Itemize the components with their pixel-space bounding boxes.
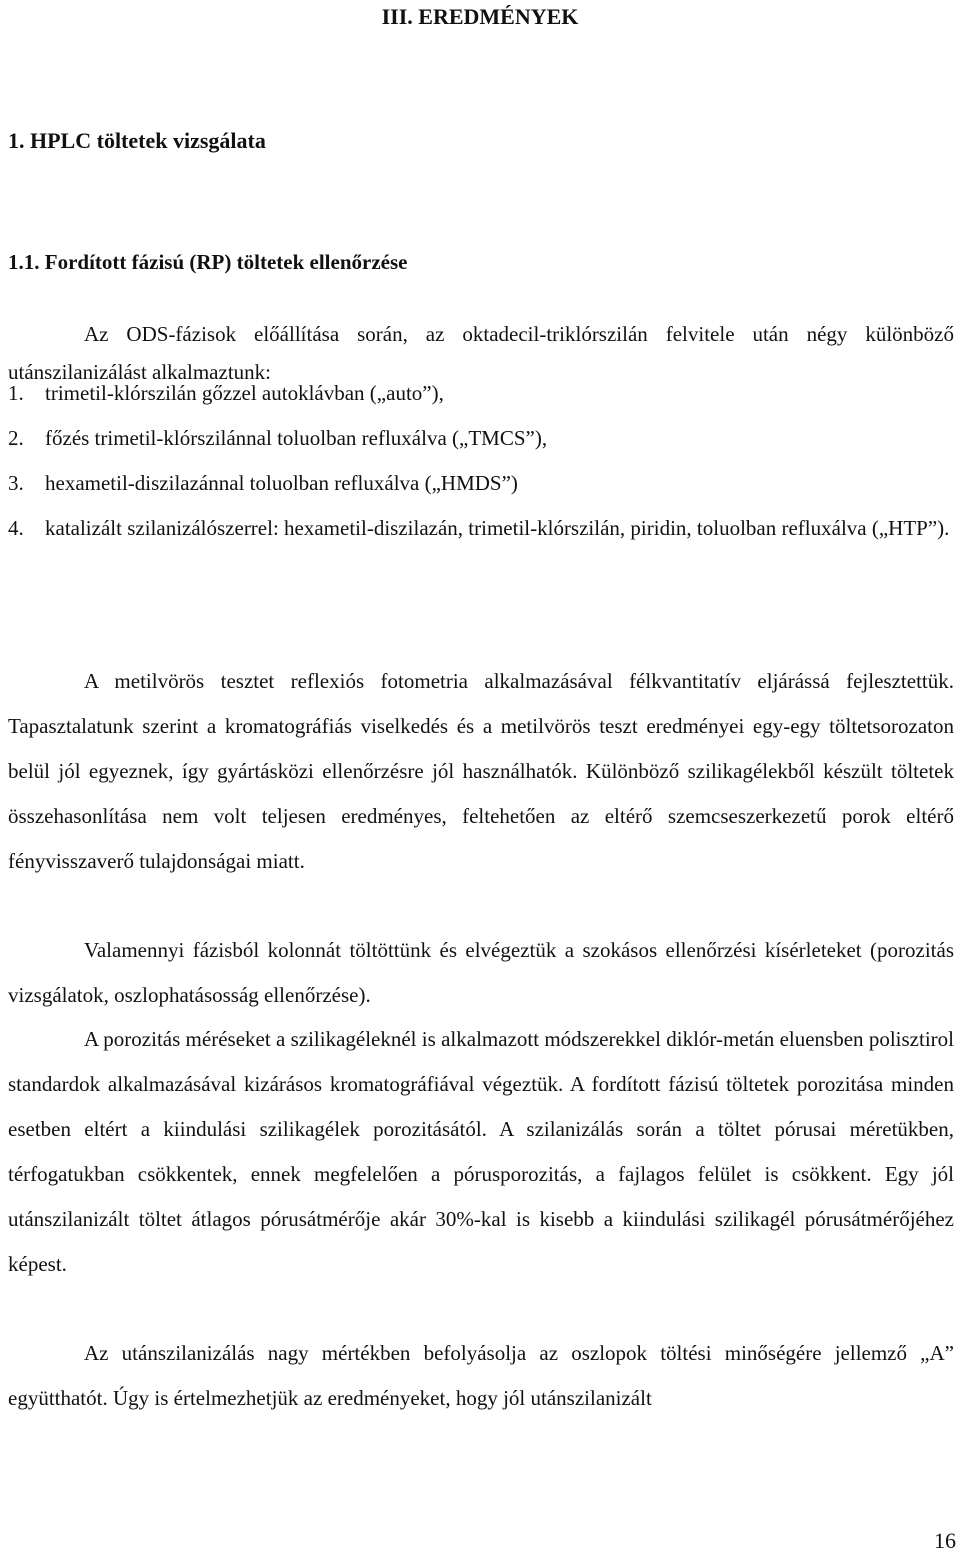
page-number: 16 — [934, 1528, 956, 1553]
coefficient-paragraph-text: Az utánszilanizálás nagy mértékben befolyásolja az oszlopok töltési minőségére jellemző „A” együtthatót. Úgy is értelmezhetjük az eredményeket, hogy jól utánszilanizált — [8, 1341, 954, 1410]
list-item-number: 1. — [8, 381, 24, 405]
chapter-heading: III. EREDMÉNYEK — [381, 4, 579, 29]
list-item — [8, 463, 954, 503]
list-item-text: trimetil-klórszilán gőzzel autoklávban („auto”), — [45, 381, 444, 405]
section-heading: 1. HPLC töltetek vizsgálata — [8, 128, 266, 153]
coefficient-paragraph — [8, 1331, 954, 1421]
list-item — [8, 418, 954, 458]
methyl-red-paragraph — [8, 659, 954, 884]
list-item — [8, 373, 954, 413]
porosity-paragraph-text: A porozitás méréseket a szilikagéleknél is alkalmazott módszerekkel diklór-metán eluensben polisztirol standardok alkalmazásával kizárásos kromatográfiával végeztük. A fordított fázisú töltetek porozitása minden esetben eltért a kiindulási szilikagélek porozitásától. A szilanizálás során a töltet pórusai méretükben, térfogatukban csökkentek, ennek megfelelően a pórusporozitás, a fajlagos felület is csökkent. Egy jól utánszilanizált töltet átlagos pórusátmérője akár 30%-kal is kisebb a kiindulási szilikagél pórusátmérőjéhez képest. — [8, 1027, 954, 1276]
column-packing-paragraph-text: Valamennyi fázisból kolonnát töltöttünk és elvégeztük a szokásos ellenőrzési kísérleteket (porozitás vizsgálatok, oszlophatásosság ellenőrzése). — [8, 938, 954, 1007]
list-item-text: főzés trimetil-klórszilánnal toluolban refluxálva („TMCS”), — [45, 426, 548, 450]
list-item-number: 2. — [8, 426, 24, 450]
list-item — [8, 508, 954, 548]
list-item-text: hexametil-diszilazánnal toluolban refluxálva („HMDS”) — [45, 471, 518, 495]
list-item-number: 3. — [8, 471, 24, 495]
methyl-red-paragraph-text: A metilvörös tesztet reflexiós fotometria alkalmazásával félkvantitatív eljárássá fejlesztettük. Tapasztalatunk szerint a kromatográfiás viselkedés és a metilvörös teszt eredményei egy-egy töltetsorozaton belül jól egyeznek, így gyártásközi ellenőrzésre jól használhatók. Különböző szilikagélekből készült töltetek összehasonlítása nem volt teljesen eredményes, feltehetően az eltérő szemcseszerkezetű porok eltérő fényvisszaverő tulajdonságai miatt. — [8, 669, 954, 873]
porosity-paragraph — [8, 1017, 954, 1287]
post-silanization-list — [8, 373, 954, 553]
list-item-number: 4. — [8, 516, 24, 540]
subsection-heading: 1.1. Fordított fázisú (RP) töltetek ellenőrzése — [8, 250, 408, 274]
column-packing-paragraph — [8, 928, 954, 1018]
list-item-text: katalizált szilanizálószerrel: hexametil-diszilazán, trimetil-klórszilán, piridin, toluolban refluxálva („HTP”). — [45, 516, 950, 540]
intro-paragraph-text: Az ODS-fázisok előállítása során, az oktadecil-triklórszilán felvitele után négy különböző utánszilanizálást alkalmaztunk: — [8, 322, 954, 384]
